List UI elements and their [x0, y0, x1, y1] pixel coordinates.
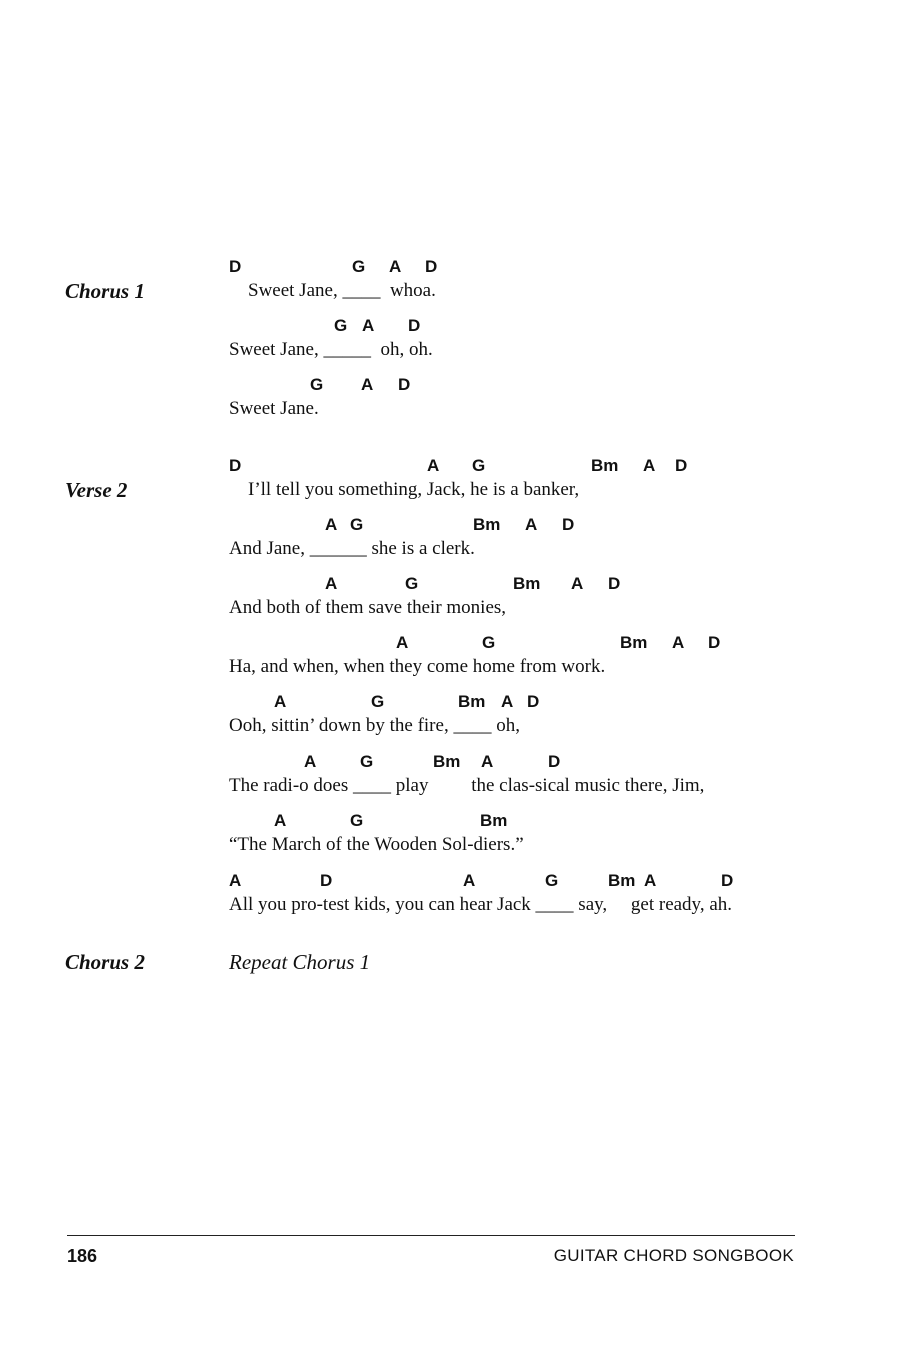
chord: A	[229, 871, 242, 890]
chord: Bm	[513, 574, 541, 593]
chord: G	[545, 871, 559, 890]
chord: A	[672, 633, 685, 652]
chord: D	[548, 752, 561, 771]
chord: A	[644, 871, 657, 890]
chord: A	[427, 456, 440, 475]
chord: D	[320, 871, 333, 890]
chord: Bm	[480, 811, 508, 830]
lyric-line: All you pro-test kids, you can hear Jack ____ say, get ready, ah.	[229, 894, 733, 915]
lyric-line: Ha, and when, when they come home from work.	[229, 656, 606, 677]
chord: G	[360, 752, 374, 771]
chord: Bm	[458, 692, 486, 711]
chord: D	[398, 375, 411, 394]
lyric-line: I’ll tell you something, Jack, he is a banker,	[229, 479, 580, 500]
chord: G	[472, 456, 486, 475]
chord: G	[350, 811, 364, 830]
lyric-line: And Jane, ______ she is a clerk.	[229, 538, 475, 559]
chord: A	[571, 574, 584, 593]
chord: A	[396, 633, 409, 652]
repeat-instruction: Repeat Chorus 1	[229, 950, 371, 974]
lyric-line: And both of them save their monies,	[229, 597, 507, 618]
lyric-line: Sweet Jane, ____ whoa.	[229, 280, 436, 301]
chord: D	[229, 456, 242, 475]
chord: D	[425, 257, 438, 276]
lyric-line: Ooh, sittin’ down by the fire, ____ oh,	[229, 715, 520, 736]
chord: A	[389, 257, 402, 276]
chord: D	[562, 515, 575, 534]
chord: A	[643, 456, 656, 475]
lyric-line: Sweet Jane, _____ oh, oh.	[229, 339, 433, 360]
chord: Bm	[620, 633, 648, 652]
lyric-line: “The March of the Wooden Sol-diers.”	[229, 834, 524, 855]
section-label-chorus-2: Chorus 2	[65, 950, 145, 974]
chord: A	[361, 375, 374, 394]
chord: G	[371, 692, 385, 711]
chord: D	[229, 257, 242, 276]
chord: A	[525, 515, 538, 534]
chord: A	[362, 316, 375, 335]
chord: D	[675, 456, 688, 475]
chord: D	[608, 574, 621, 593]
chord: Bm	[473, 515, 501, 534]
chord: G	[310, 375, 324, 394]
chord: G	[405, 574, 419, 593]
chord: Bm	[608, 871, 636, 890]
chord: A	[274, 692, 287, 711]
chord: A	[325, 515, 338, 534]
chord: A	[501, 692, 514, 711]
chord: G	[350, 515, 364, 534]
chord: A	[463, 871, 476, 890]
chord: A	[481, 752, 494, 771]
page-number: 186	[67, 1246, 98, 1266]
chord: G	[352, 257, 366, 276]
chord: D	[708, 633, 721, 652]
chord: A	[274, 811, 287, 830]
chord: D	[408, 316, 421, 335]
section-label-verse-2: Verse 2	[65, 478, 128, 502]
chord: A	[325, 574, 338, 593]
chord: Bm	[591, 456, 619, 475]
lyric-line: Sweet Jane.	[229, 398, 319, 419]
chord: G	[334, 316, 348, 335]
chord: D	[721, 871, 734, 890]
footer-divider	[67, 1235, 795, 1236]
chord: A	[304, 752, 317, 771]
chord: Bm	[433, 752, 461, 771]
chord: G	[482, 633, 496, 652]
section-label-chorus-1: Chorus 1	[65, 279, 145, 303]
book-title: GUITAR CHORD SONGBOOK	[553, 1246, 794, 1265]
chord: D	[527, 692, 540, 711]
lyric-line: The radi-o does ____ play the clas-sical music there, Jim,	[229, 775, 705, 796]
